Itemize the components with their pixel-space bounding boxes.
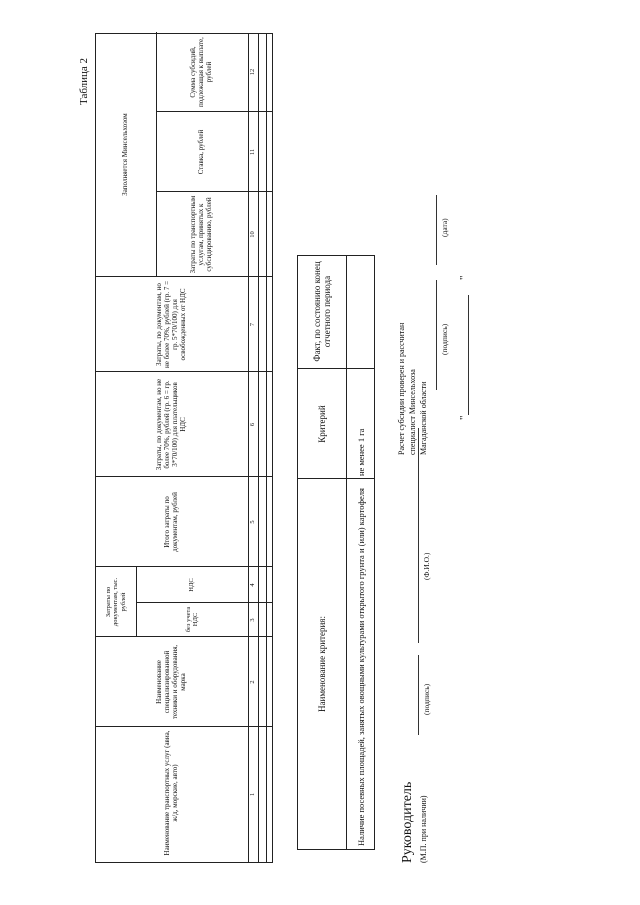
head-fio-note: (Ф.И.О.)	[422, 552, 431, 580]
calc-line-2: специалист Минсельхоза	[408, 369, 417, 455]
col-number: 5	[249, 520, 257, 524]
col2-header: Наименование специализированной техники и оборудования, марка	[155, 644, 187, 720]
criteria-criterion-header: Критерий	[317, 405, 327, 443]
date-line	[468, 295, 469, 415]
date-quote-open: "	[458, 415, 470, 420]
criteria-row-name: Наличие посевных площадей, занятых овощными культурами открытого грунта и (или) картофеля	[356, 488, 366, 846]
stamp-note: (М.П. при наличии)	[419, 795, 428, 863]
col10-header: Затраты по транспортным услугам, принятых к субсидированию, рублей	[189, 195, 213, 274]
col3-header: без учета НДС	[184, 606, 199, 633]
calc-signature-note: (подпись)	[440, 323, 449, 355]
col-number: 6	[249, 422, 257, 427]
criteria-fact-header: Факт, по состоянию конец отчетного периода	[312, 261, 332, 362]
col4-header: НДС	[188, 578, 196, 592]
col-number: 2	[249, 680, 257, 684]
criteria-row-fact	[346, 254, 376, 369]
col12-header: Сумма субсидий, подлежащая к выплате, рублей	[189, 37, 213, 107]
head-label: Руководитель	[400, 781, 415, 863]
criteria-name-header: Наименование критерия:	[317, 616, 327, 712]
col-number: 7	[249, 322, 257, 327]
col-number: 3	[249, 618, 257, 622]
calc-line-1: Расчет субсидии проверен и рассчитан	[397, 322, 406, 455]
ministry-group-header: Заполняется Минсельхозом	[121, 113, 130, 196]
col-number: 11	[249, 148, 257, 156]
head-signature-line	[418, 655, 419, 735]
col1-header: Наименование транспортных услуг (авиа, ж/д, морские, авто)	[163, 730, 179, 856]
col7-header: Затраты, по документам, но не более 70%, рублей (гр. 7 = гр. 5*70/100) для освобожденных от НДС	[155, 280, 187, 369]
col-number: 10	[249, 231, 257, 238]
date-quote-close: "	[458, 275, 470, 280]
col5-header: Итого затраты по документам, рублей	[163, 492, 179, 552]
criteria-row-criterion: не менее 1 га	[356, 428, 366, 476]
calc-date-line	[436, 195, 437, 265]
col-number: 1	[249, 792, 257, 797]
head-signature-note: (подпись)	[422, 683, 431, 715]
col-number: 4	[249, 583, 257, 587]
criteria-table	[297, 255, 375, 850]
calc-signature-line	[436, 280, 437, 390]
costs-group-header: Затраты по документам, тыс. рублей	[105, 577, 127, 627]
subsidy-table	[95, 33, 273, 863]
col6-header: Затраты, по документам, но не более 70%, рублей (гр. 6 = гр. 3*70/100) для плательщиков НДС	[155, 378, 187, 471]
calc-date-note: (дата)	[440, 218, 449, 237]
col-number: 12	[249, 68, 257, 76]
table-label: Таблица 2	[78, 57, 90, 105]
head-fio-line	[418, 428, 419, 643]
col11-header: Ставка, рублей	[197, 129, 206, 175]
calc-line-3: Магаданской области	[419, 381, 428, 455]
